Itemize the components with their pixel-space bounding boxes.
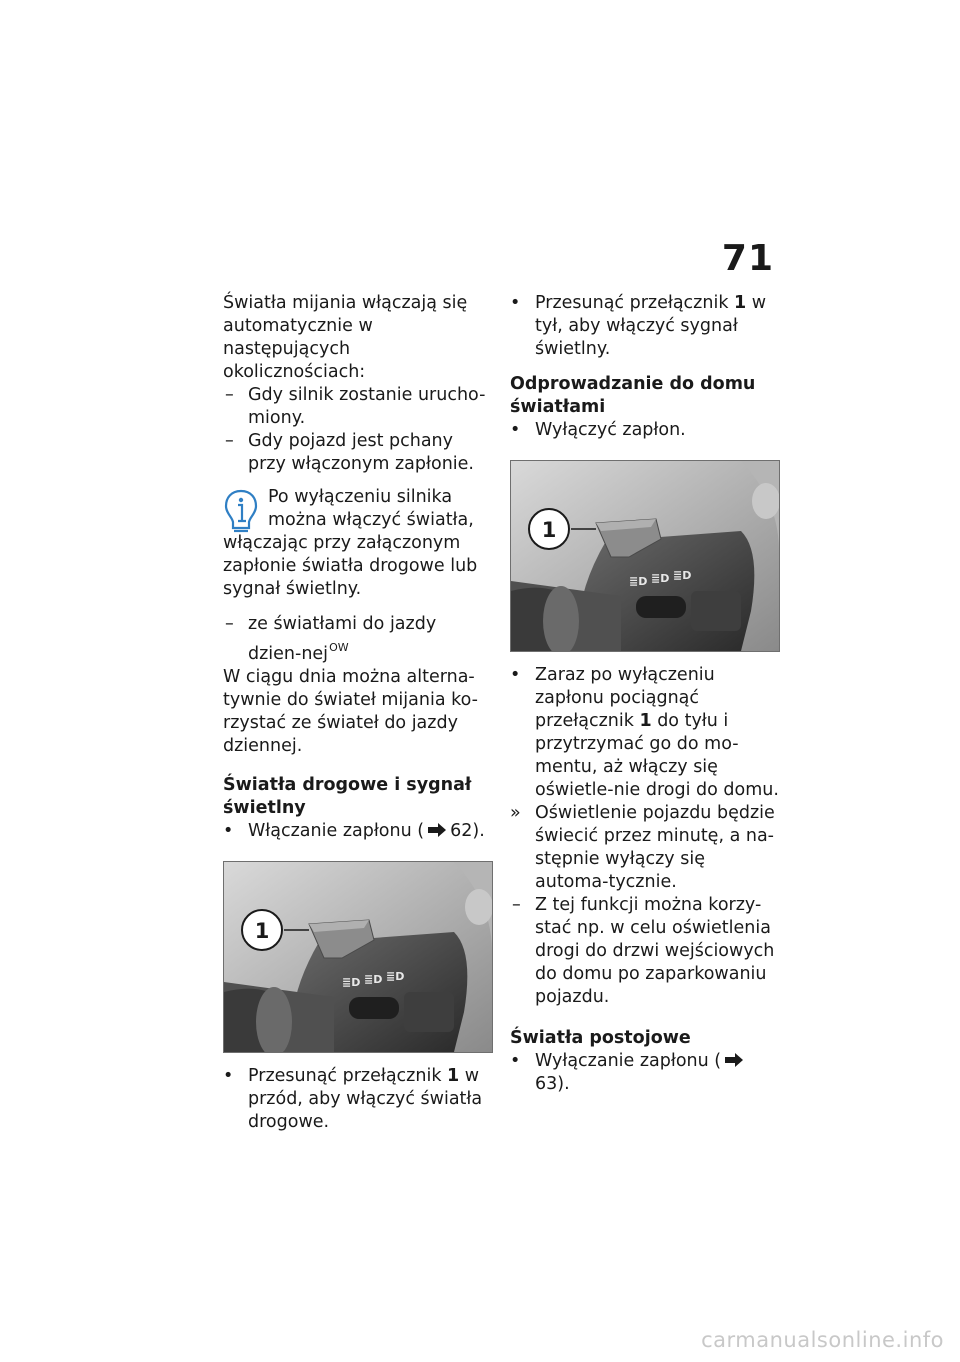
svg-text:≣D: ≣D (342, 976, 361, 989)
result-item (510, 802, 780, 894)
step-item (223, 1065, 493, 1134)
condition-item (223, 613, 493, 666)
condition-item (223, 430, 493, 476)
section-heading: Światła drogowe i sygnał świetlny (223, 775, 472, 818)
page-reference: 63). (535, 1074, 570, 1094)
watermark-link[interactable]: carmanualsonline.info (701, 1328, 944, 1352)
left-column (223, 292, 493, 1134)
bullet-marker: • (223, 1066, 234, 1086)
bullet-marker: • (223, 821, 234, 841)
svg-text:≣D: ≣D (629, 575, 648, 588)
info-icon (223, 488, 259, 534)
intro-text: Światła mijania włączają się automatycznie w następujących okolicznościach: (223, 293, 468, 382)
step-text: Przesunąć przełącznik (535, 293, 729, 313)
bullet-marker: • (510, 420, 521, 440)
handlebar-switch-figure (223, 861, 493, 1053)
switch-number: 1 (447, 1066, 460, 1086)
step-text: Wyłączyć zapłon. (535, 420, 686, 440)
info-text-rest: włączając przy załączonym zapłonie światła drogowe lub sygnał świetlny. (223, 533, 478, 599)
bullet-marker: • (510, 293, 521, 313)
step-text: w przód, aby włączyć światła drogowe. (248, 1066, 483, 1132)
option-superscript: OW (329, 641, 349, 654)
bullet-marker: • (510, 1051, 521, 1071)
section-heading: Odprowadzanie do domu światłami (510, 374, 756, 417)
result-marker: » (510, 803, 521, 823)
step-text: do tyłu i przytrzymać go do mo-mentu, aż włączy się oświetle-nie drogi do domu. (535, 711, 779, 800)
switch-number: 1 (639, 711, 652, 731)
handlebar-switch-figure (510, 460, 780, 652)
dash-marker: – (225, 385, 234, 405)
dash-marker: – (225, 614, 234, 634)
switch-number: 1 (734, 293, 747, 313)
step-text: Włączanie zapłonu ( (248, 821, 425, 841)
daytime-text: W ciągu dnia można alterna-tywnie do świateł mijania ko-rzystać ze świateł do jazdy dziennej. (223, 667, 478, 756)
note-item (510, 894, 780, 1009)
step-item (510, 664, 780, 802)
condition-text: Gdy silnik zostanie urucho-miony. (248, 385, 486, 428)
figure-callout-label: 1 (541, 518, 557, 542)
info-text-line: można włączyć światła, (268, 510, 474, 530)
condition-item (223, 384, 493, 430)
step-item (510, 419, 780, 442)
svg-text:≣D: ≣D (651, 572, 670, 585)
step-text: w tył, aby włączyć sygnał świetlny. (535, 293, 767, 359)
right-column (510, 292, 780, 1096)
step-item (223, 820, 493, 843)
step-text: Wyłączanie zapłonu ( (535, 1051, 722, 1071)
step-text: Zaraz po wyłączeniu zapłonu pociągnąć przełącznik (535, 665, 715, 731)
figure-callout-label: 1 (254, 919, 270, 943)
page-number: 71 (721, 238, 774, 279)
svg-text:≣D: ≣D (386, 970, 405, 983)
bullet-marker: • (510, 665, 521, 685)
info-note (223, 486, 493, 601)
dash-marker: – (225, 431, 234, 451)
condition-text: Gdy pojazd jest pchany przy włączonym zapłonie. (248, 431, 474, 474)
svg-text:≣D: ≣D (673, 569, 692, 582)
condition-text: ze światłami do jazdy dzien-nej (248, 614, 437, 664)
svg-text:≣D: ≣D (364, 973, 383, 986)
info-text-line: Po wyłączeniu silnika (268, 487, 453, 507)
section-heading: Światła postojowe (510, 1028, 691, 1048)
page-reference: 62). (450, 821, 485, 841)
dash-marker: – (512, 895, 521, 915)
note-text: Z tej funkcji można korzy-stać np. w celu oświetlenia drogi do drzwi wejściowych do domu po zaparkowaniu pojazdu. (535, 895, 775, 1007)
result-text: Oświetlenie pojazdu będzie świecić przez minutę, a na-stępnie wyłączy się automa-tycznie. (535, 803, 775, 892)
step-text: Przesunąć przełącznik (248, 1066, 442, 1086)
page-reference-arrow-icon (427, 823, 447, 837)
page-reference-arrow-icon (724, 1053, 744, 1067)
step-item (510, 292, 780, 361)
step-item (510, 1050, 780, 1096)
